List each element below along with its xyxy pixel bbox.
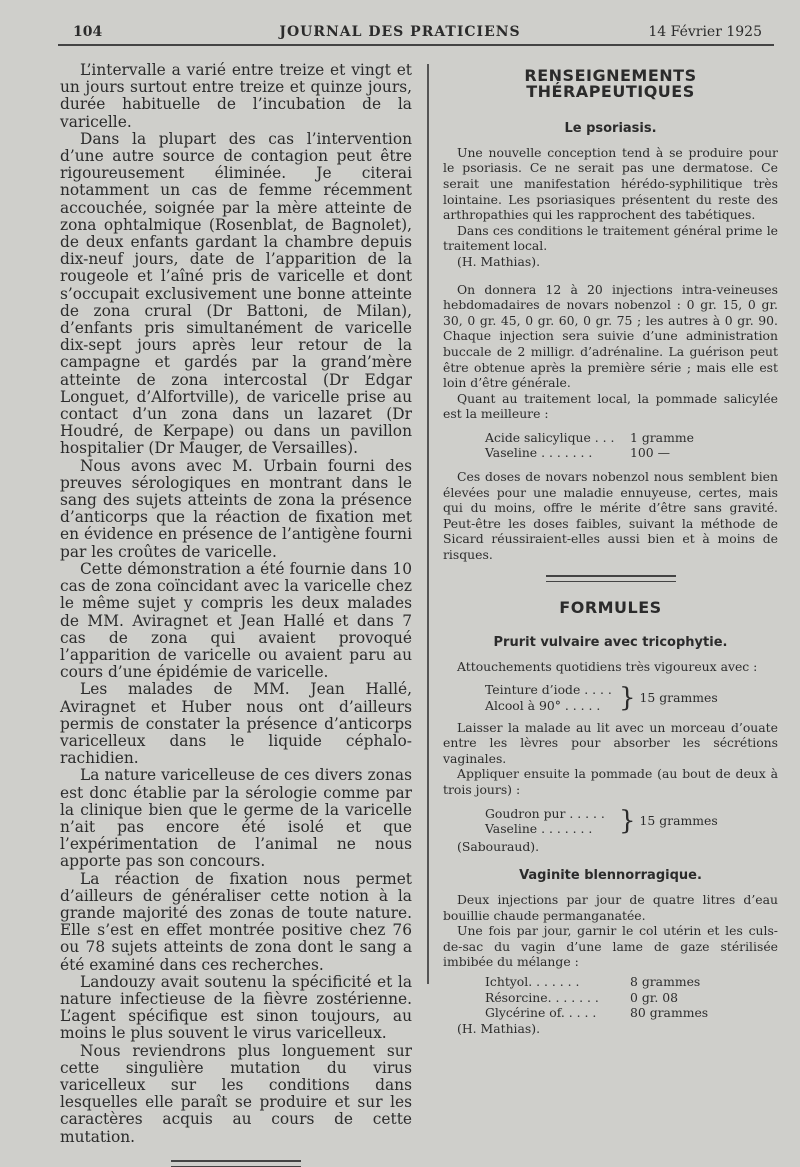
vaginite-title: Vaginite blennorragique. [519,868,702,884]
header-rule [58,44,774,46]
paragraph: Ces doses de novars nobenzol nous semblent bien élevées pour une maladie ennuyeuse, certes, mais qui du moins, offre le mérite d’être sans gravité. Peut-être les doses faibles, suivant la méthode de Sicard réussiraient-elles aussi bien et à moins de risques. [443,469,778,563]
ingredient-list [485,974,778,1021]
paragraph: Attouchements quotidiens très vigoureux avec : [457,658,758,674]
ingredient-row: Glycérine of. . . . . 80 grammes [485,1005,709,1021]
ingredient-row: Ichtyol. . . . . . . 8 grammes [485,973,701,989]
brace-icon: } [619,806,636,837]
right-column [443,68,778,1036]
prurit-title: Prurit vulvaire avec tricophytie. [493,635,728,651]
issue-date: 14 Février 1925 [648,24,762,40]
ingredient-row: Acide salicylique . . . 1 gramme [485,429,694,445]
paragraph: On donnera 12 à 20 injections intra-veineuses hebdomadaires de novars nobenzol : 0 gr. 15, 0 gr. 30, 0 gr. 45, 0 gr. 60, 0 gr. 75 ; les autres à 0 gr. 90. Chaque injection sera suivie d’une administration buccale de 2 milligr. d’adrénaline. La guérison peut être obtenue après la première série ; mais elle est loin d’être générale. [443,281,778,391]
paragraph: Une fois par jour, garnir le col utérin et les culs-de-sac du vagin d’une lame de gaze stérilisée imbibée du mélange : [443,923,778,970]
paragraph: Les malades de MM. Jean Hallé, Aviragnet et Huber nous ont d’ailleurs permis de constater la présence d’anticorps varicelleux dans le liquide céphalo-rachidien. [60,680,412,768]
paragraph: L’intervalle a varié entre treize et vingt et un jours surtout entre treize et quinze jours, durée habituelle de l’incubation de la varicelle. [60,61,412,131]
paragraph: La nature varicelleuse de ces divers zonas est donc établie par la sérologie comme par la clinique bien que le germe de la varicelle n’ait pas encore été isolé et que l’expérimentation de l’animal ne nous apporte pas son concours. [60,766,412,871]
paragraph: Deux injections par jour de quatre litres d’eau bouillie chaude permanganatée. [443,891,778,923]
ingredient-row: Résorcine. . . . . . . 0 gr. 08 [485,989,678,1005]
paragraph: Nous avons avec M. Urbain fourni des preuves sérologiques en montrant dans le sang des sujets atteints de zona la présence d’anticorps que la réaction de fixation met en évidence en présence de l’antigène fourni par les croûtes de varicelle. [60,456,412,561]
paragraph: Quant au traitement local, la pommade salicylée est la meilleure : [443,390,778,422]
section-rule [546,575,676,582]
section-title-formules: FORMULES [559,597,662,617]
page-header [0,24,800,46]
paragraph: Nous reviendrons plus longuement sur cette singulière mutation du virus varicelleux sur les conditions dans lesquelles elle paraît se produire et sur les caractères acquis au cours de cette mutation. [60,1041,412,1146]
signature: (H. Mathias). [457,1020,541,1036]
end-rule [171,1160,301,1167]
left-column [60,62,412,1167]
section-title-therapeutiques: RENSEIGNEMENTS THÉRAPEUTIQUES [524,66,697,101]
psoriasis-title: Le psoriasis. [564,121,657,137]
column-divider [427,64,429,984]
brace-icon: } [619,683,636,713]
mixture: Goudron pur . . . . . Vaseline . . . . . . . } 15 grammes [485,805,718,837]
ingredient-row: Vaseline . . . . . . . 100 — [485,445,670,461]
paragraph: La réaction de fixation nous permet d’ailleurs de généraliser cette notion à la grande majorité des zonas de toute nature. Elle s’est en effet montrée positive chez 76 ou 78 sujets atteints de zona dont le sang a été examiné dans ces recherches. [60,869,412,974]
signature: (H. Mathias). [457,253,541,269]
signature: (Sabouraud). [457,838,540,854]
page-number: 104 [73,24,103,40]
paragraph: Laisser la malade au lit avec un morceau d’ouate entre les lèvres pour absorber les sécrétions vaginales. [443,719,778,766]
paragraph: Appliquer ensuite la pommade (au bout de deux à trois jours) : [443,766,778,797]
paragraph: Landouzy avait soutenu la spécificité et la nature infectieuse de la fièvre zostérienne. L’agent spécifique est sinon toujours, au moins le plus souvent le virus varicelleux. [60,972,412,1043]
ingredient-list [485,430,778,461]
paragraph: Cette démonstration a été fournie dans 10 cas de zona coïncidant avec la varicelle chez le même sujet y compris les deux malades de MM. Aviragnet et Jean Hallé et dans 7 cas de zona qui avaient provoqué l’apparition de varicelle ou avaient paru au cours d’une épidémie de varicelle. [60,559,412,682]
mixture: Teinture d’iode . . . . Alcool à 90° . . . . . } 15 grammes [485,682,718,713]
paragraph: Dans ces conditions le traitement général prime le traitement local. [443,222,778,254]
paragraph: Une nouvelle conception tend à se produire pour le psoriasis. Ce ne serait pas une dermatose. Ce serait une manifestation hérédo-syphilitique très lointaine. Les psoriasiques présentent du reste des arthropathies qui les rapprochent des tabétiques. [443,144,778,223]
paragraph: Dans la plupart des cas l’intervention d’une autre source de contagion peut être rigoureusement éliminée. Je citerai notamment un cas de femme récemment accouchée, soignée par la mère atteinte de zona ophtalmique (Rosenblat, de Bagnolet), de deux enfants gardant la chambre depuis dix-neuf jours, date de l’apparition de la rougeole et l’aîné pris de varicelle et dont s’occupait exclusivement une bonne atteinte de zona crural (Dr Battoni, de Milan), d’enfants pris simultanément de varicelle dix-sept jours après leur retour de la campagne et gardés par la grand’mère atteinte de zona intercostal (Dr Edgar Longuet, d’Alfortville), de varicelle prise au contact d’un zona dans un lazaret (Dr Houdré, de Kerpape) ou dans un pavillon hospitalier (Dr Mauger, de Versailles). [60,129,412,458]
journal-title: JOURNAL DES PRATICIENS [279,24,521,40]
